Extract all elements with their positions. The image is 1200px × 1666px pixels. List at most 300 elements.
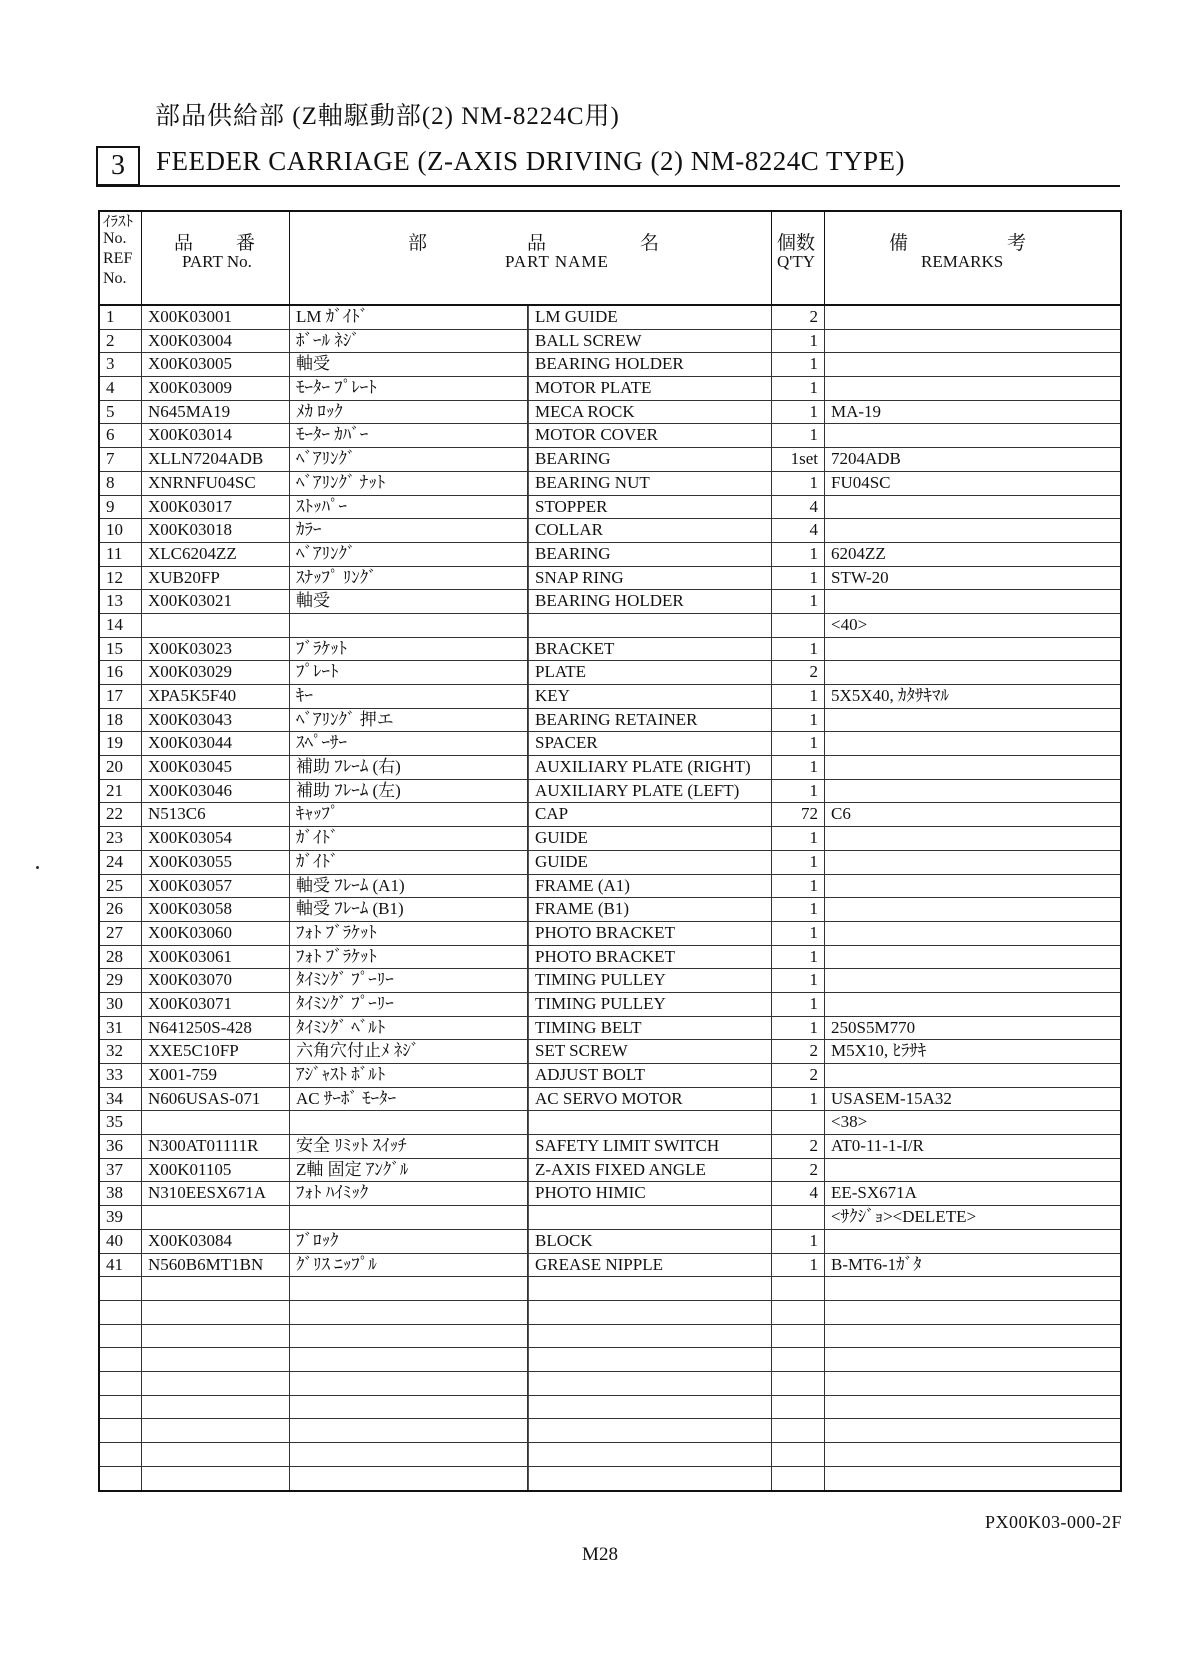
ref-cell: 26 (100, 898, 142, 921)
ref-cell: 10 (100, 519, 142, 542)
header-part-no-en: PART No. (182, 252, 252, 271)
part-name-en-cell (528, 1419, 772, 1442)
part-name-en-cell: TIMING PULLEY (528, 969, 772, 992)
qty-cell (772, 1419, 825, 1442)
part-name-en-cell: BEARING (528, 448, 772, 471)
part-name-en-cell: ADJUST BOLT (528, 1064, 772, 1087)
ref-cell: 27 (100, 922, 142, 945)
remarks-cell: 5X5X40, ｶﾀｻｷﾏﾙ (831, 686, 950, 705)
part-name-jp-cell: ﾌｫﾄ ﾊｲﾐｯｸ (290, 1182, 528, 1205)
remarks-cell (825, 1277, 1120, 1300)
table-row (100, 1348, 1120, 1372)
remarks-cell (825, 519, 1120, 542)
part-name-en-cell: FRAME (A1) (528, 875, 772, 898)
qty-cell: 1 (772, 946, 825, 969)
remarks-cell: 7204ADB (831, 449, 901, 469)
part-name-jp-cell: ｽﾅｯﾌﾟ ﾘﾝｸﾞ (290, 567, 528, 590)
ref-cell: 14 (100, 614, 142, 637)
table-row (100, 330, 1120, 354)
part-no-cell: N606USAS-071 (142, 1088, 290, 1111)
page-number: M28 (582, 1544, 618, 1565)
qty-cell: 1 (772, 827, 825, 850)
qty-cell: 1 (772, 922, 825, 945)
ref-cell: 30 (100, 993, 142, 1016)
remarks-cell (825, 377, 1120, 400)
part-no-cell: X00K03046 (142, 780, 290, 803)
part-name-en-cell: LM GUIDE (528, 306, 772, 329)
ref-cell: 22 (100, 803, 142, 826)
part-no-cell: XNRNFU04SC (142, 472, 290, 495)
qty-cell: 1 (772, 590, 825, 613)
ref-cell: 5 (100, 401, 142, 424)
remarks-cell: EE-SX671A (831, 1183, 917, 1203)
part-name-jp-cell (290, 1467, 528, 1491)
header-ref-en: REF (103, 250, 133, 267)
ref-cell: 29 (100, 969, 142, 992)
remarks-cell: MA-19 (831, 401, 882, 421)
part-no-cell: X00K03001 (142, 306, 290, 329)
table-row (100, 1277, 1120, 1301)
table-row (100, 614, 1120, 638)
part-no-cell (142, 1396, 290, 1419)
qty-cell (772, 1111, 825, 1134)
ref-cell: 17 (100, 685, 142, 708)
part-no-cell (142, 1277, 290, 1300)
part-no-cell: X00K03021 (142, 590, 290, 613)
part-name-en-cell: FRAME (B1) (528, 898, 772, 921)
qty-cell: 2 (772, 1064, 825, 1087)
qty-cell (772, 1467, 825, 1491)
part-name-en-cell: TIMING PULLEY (528, 993, 772, 1016)
part-name-jp-cell (290, 1325, 528, 1348)
remarks-cell (825, 306, 1120, 329)
ref-cell: 33 (100, 1064, 142, 1087)
remarks-cell (825, 1396, 1120, 1419)
remarks-cell: C6 (831, 804, 851, 824)
remarks-cell (825, 1325, 1120, 1348)
header-part-no-cell (142, 212, 290, 304)
remarks-cell (825, 898, 1120, 921)
part-no-cell: N560B6MT1BN (142, 1254, 290, 1277)
header-part-name-cell (290, 212, 772, 304)
part-name-en-cell: GUIDE (528, 827, 772, 850)
remarks-cell (825, 946, 1120, 969)
table-row (100, 306, 1120, 330)
remarks-cell (825, 330, 1120, 353)
qty-cell: 1 (772, 969, 825, 992)
header-ref-no2: No. (103, 270, 127, 287)
part-no-cell: X00K03071 (142, 993, 290, 1016)
remarks-cell: 6204ZZ (831, 543, 886, 563)
part-no-cell: X00K03029 (142, 661, 290, 684)
part-no-cell: X00K03084 (142, 1230, 290, 1253)
part-name-jp-cell: ｷｰ (290, 685, 528, 708)
ref-cell (100, 1301, 142, 1324)
part-no-cell: XXE5C10FP (142, 1040, 290, 1063)
part-name-en-cell (528, 1372, 772, 1395)
part-no-cell (142, 1301, 290, 1324)
ref-cell: 6 (100, 424, 142, 447)
part-name-jp-cell (290, 1419, 528, 1442)
part-name-en-cell: BEARING (528, 543, 772, 566)
ref-cell: 16 (100, 661, 142, 684)
part-name-jp-cell: ｶﾞｲﾄﾞ (290, 827, 528, 850)
ref-cell: 13 (100, 590, 142, 613)
part-name-jp-cell (290, 1396, 528, 1419)
part-name-jp-cell: ｶﾗｰ (290, 519, 528, 542)
remarks-cell (825, 1467, 1120, 1491)
title-japanese: 部品供給部 (Z軸駆動部(2) NM-8224C用) (155, 103, 620, 130)
table-row (100, 1325, 1120, 1349)
remarks-cell (825, 638, 1120, 661)
header-part-name-jp-2: 品 (527, 233, 547, 254)
qty-cell: 1set (772, 448, 825, 471)
part-no-cell: XLLN7204ADB (142, 448, 290, 471)
ref-cell: 12 (100, 567, 142, 590)
header-remarks-en: REMARKS (921, 252, 1004, 271)
table-row (100, 898, 1120, 922)
remarks-cell (825, 1064, 1120, 1087)
header-qty-jp: 個数 (777, 233, 816, 254)
part-name-jp-cell: 安全 ﾘﾐｯﾄ ｽｲｯﾁ (290, 1135, 528, 1158)
part-name-jp-cell: ﾌｫﾄ ﾌﾞﾗｹｯﾄ (290, 946, 528, 969)
part-name-en-cell (528, 1443, 772, 1466)
part-name-en-cell: COLLAR (528, 519, 772, 542)
header-part-name-jp-1: 部 (408, 233, 428, 254)
qty-cell: 1 (772, 1017, 825, 1040)
title-english: FEEDER CARRIAGE (Z-AXIS DRIVING (2) NM-8224C TYPE) (156, 146, 905, 176)
qty-cell: 1 (772, 993, 825, 1016)
part-name-en-cell: BEARING HOLDER (528, 353, 772, 376)
qty-cell: 4 (772, 496, 825, 519)
table-row (100, 756, 1120, 780)
part-name-en-cell (528, 614, 772, 637)
part-name-jp-cell: ｶﾞｲﾄﾞ (290, 851, 528, 874)
part-no-cell (142, 1443, 290, 1466)
qty-cell: 1 (772, 330, 825, 353)
ref-cell: 28 (100, 946, 142, 969)
part-no-cell: X00K03057 (142, 875, 290, 898)
remarks-cell: B-MT6-1ｶﾞﾀ (831, 1254, 922, 1274)
table-row (100, 1206, 1120, 1230)
part-no-cell (142, 1348, 290, 1371)
part-name-jp-cell: ｱｼﾞｬｽﾄ ﾎﾞﾙﾄ (290, 1064, 528, 1087)
ref-cell: 19 (100, 732, 142, 755)
title-underline (96, 185, 1120, 187)
stray-dot (36, 866, 39, 869)
ref-cell: 25 (100, 875, 142, 898)
part-no-cell: X00K03045 (142, 756, 290, 779)
qty-cell (772, 1277, 825, 1300)
table-row (100, 827, 1120, 851)
part-name-jp-cell (290, 1443, 528, 1466)
table-header (100, 212, 1120, 306)
part-name-en-cell: STOPPER (528, 496, 772, 519)
qty-cell: 1 (772, 472, 825, 495)
ref-cell: 15 (100, 638, 142, 661)
part-no-cell: N300AT01111R (142, 1135, 290, 1158)
part-name-en-cell: MOTOR PLATE (528, 377, 772, 400)
qty-cell: 1 (772, 898, 825, 921)
table-row (100, 448, 1120, 472)
qty-cell: 2 (772, 306, 825, 329)
remarks-cell (825, 851, 1120, 874)
remarks-cell: <ｻｸｼﾞｮ><DELETE> (831, 1207, 977, 1227)
header-remarks-cell (825, 212, 1120, 304)
ref-cell: 3 (100, 353, 142, 376)
part-name-jp-cell: ﾒｶ ﾛｯｸ (290, 401, 528, 424)
part-name-jp-cell (290, 1111, 528, 1134)
table-row (100, 946, 1120, 970)
remarks-cell (825, 827, 1120, 850)
table-row (100, 1088, 1120, 1112)
table-row (100, 1064, 1120, 1088)
remarks-cell (825, 922, 1120, 945)
qty-cell: 2 (772, 1159, 825, 1182)
part-name-jp-cell: 補助 ﾌﾚｰﾑ (右) (290, 756, 528, 779)
table-row (100, 1419, 1120, 1443)
table-row (100, 1467, 1120, 1491)
qty-cell (772, 1443, 825, 1466)
qty-cell: 1 (772, 756, 825, 779)
ref-cell (100, 1277, 142, 1300)
part-name-jp-cell: 軸受 (290, 590, 528, 613)
part-no-cell (142, 1372, 290, 1395)
part-name-jp-cell: ﾓｰﾀｰ ﾌﾟﾚｰﾄ (290, 377, 528, 400)
part-name-jp-cell: ﾀｲﾐﾝｸﾞ ﾌﾟｰﾘｰ (290, 969, 528, 992)
remarks-cell: M5X10, ﾋﾗｻｷ (831, 1041, 927, 1061)
table-row (100, 401, 1120, 425)
part-name-jp-cell: ﾍﾞｱﾘﾝｸﾞ (290, 448, 528, 471)
header-qty-cell (772, 212, 825, 304)
part-name-jp-cell (290, 1277, 528, 1300)
part-name-jp-cell (290, 1372, 528, 1395)
remarks-cell: 250S5M770 (831, 1017, 916, 1037)
ref-cell: 11 (100, 543, 142, 566)
part-no-cell: X00K03004 (142, 330, 290, 353)
qty-cell: 1 (772, 567, 825, 590)
ref-cell: 2 (100, 330, 142, 353)
ref-cell (100, 1325, 142, 1348)
table-row (100, 709, 1120, 733)
ref-cell (100, 1396, 142, 1419)
qty-cell: 2 (772, 661, 825, 684)
part-name-en-cell: BEARING RETAINER (528, 709, 772, 732)
header-part-name-jp-3: 名 (640, 233, 660, 254)
qty-cell: 2 (772, 1135, 825, 1158)
part-name-en-cell: MOTOR COVER (528, 424, 772, 447)
section-number-box: 3 (96, 146, 140, 186)
part-no-cell (142, 1206, 290, 1229)
part-name-en-cell: BEARING HOLDER (528, 590, 772, 613)
part-name-jp-cell: 補助 ﾌﾚｰﾑ (左) (290, 780, 528, 803)
ref-cell: 8 (100, 472, 142, 495)
ref-cell: 35 (100, 1111, 142, 1134)
part-name-jp-cell: ｽﾄｯﾊﾟｰ (290, 496, 528, 519)
table-body (100, 306, 1120, 1490)
part-name-en-cell: Z-AXIS FIXED ANGLE (528, 1159, 772, 1182)
ref-cell: 20 (100, 756, 142, 779)
part-name-en-cell: PHOTO BRACKET (528, 922, 772, 945)
part-name-en-cell: BLOCK (528, 1230, 772, 1253)
table-row (100, 1040, 1120, 1064)
part-name-jp-cell: LM ｶﾞｲﾄﾞ (290, 306, 528, 329)
part-no-cell (142, 614, 290, 637)
remarks-cell (825, 1443, 1120, 1466)
remarks-cell (825, 993, 1120, 1016)
part-no-cell: X00K03043 (142, 709, 290, 732)
header-ref-cell (100, 212, 142, 304)
part-no-cell: X00K03044 (142, 732, 290, 755)
ref-cell: 21 (100, 780, 142, 803)
remarks-cell (825, 732, 1120, 755)
part-name-jp-cell: 軸受 ﾌﾚｰﾑ (B1) (290, 898, 528, 921)
qty-cell (772, 1301, 825, 1324)
remarks-cell (825, 756, 1120, 779)
part-name-jp-cell (290, 1301, 528, 1324)
table-row (100, 377, 1120, 401)
qty-cell (772, 614, 825, 637)
table-row (100, 543, 1120, 567)
qty-cell (772, 1206, 825, 1229)
header-qty-en: Q'TY (777, 252, 816, 271)
table-row (100, 1111, 1120, 1135)
qty-cell: 1 (772, 1230, 825, 1253)
table-row (100, 353, 1120, 377)
ref-cell: 40 (100, 1230, 142, 1253)
part-name-jp-cell: ｸﾞﾘｽ ﾆｯﾌﾟﾙ (290, 1254, 528, 1277)
part-name-en-cell: CAP (528, 803, 772, 826)
part-name-jp-cell: ﾀｲﾐﾝｸﾞ ﾌﾟｰﾘｰ (290, 993, 528, 1016)
remarks-cell (825, 1372, 1120, 1395)
table-row (100, 685, 1120, 709)
part-name-en-cell: PHOTO BRACKET (528, 946, 772, 969)
remarks-cell (825, 661, 1120, 684)
remarks-cell (825, 875, 1120, 898)
parts-table (98, 210, 1122, 1492)
ref-cell: 18 (100, 709, 142, 732)
remarks-cell (825, 969, 1120, 992)
table-row (100, 661, 1120, 685)
ref-cell: 24 (100, 851, 142, 874)
part-name-en-cell (528, 1277, 772, 1300)
part-name-en-cell: AUXILIARY PLATE (LEFT) (528, 780, 772, 803)
qty-cell (772, 1372, 825, 1395)
qty-cell: 1 (772, 780, 825, 803)
part-no-cell: X00K03017 (142, 496, 290, 519)
part-name-jp-cell: Z軸 固定 ｱﾝｸﾞﾙ (290, 1159, 528, 1182)
part-name-en-cell: SET SCREW (528, 1040, 772, 1063)
part-name-en-cell: BEARING NUT (528, 472, 772, 495)
table-row (100, 969, 1120, 993)
part-name-en-cell: BALL SCREW (528, 330, 772, 353)
qty-cell (772, 1396, 825, 1419)
qty-cell: 4 (772, 519, 825, 542)
ref-cell: 23 (100, 827, 142, 850)
part-name-jp-cell: 軸受 (290, 353, 528, 376)
ref-cell (100, 1419, 142, 1442)
header-ref-no: No. (103, 230, 127, 247)
remarks-cell (825, 780, 1120, 803)
part-no-cell: X00K03018 (142, 519, 290, 542)
qty-cell: 1 (772, 1088, 825, 1111)
table-row (100, 1182, 1120, 1206)
part-name-jp-cell: ﾀｲﾐﾝｸﾞ ﾍﾞﾙﾄ (290, 1017, 528, 1040)
remarks-cell: STW-20 (831, 567, 889, 587)
part-name-jp-cell: ﾍﾞｱﾘﾝｸﾞ 押エ (290, 709, 528, 732)
part-name-en-cell: AUXILIARY PLATE (RIGHT) (528, 756, 772, 779)
qty-cell: 1 (772, 732, 825, 755)
remarks-cell: USASEM-15A32 (831, 1088, 952, 1108)
part-name-jp-cell: ﾍﾞｱﾘﾝｸﾞ ﾅｯﾄ (290, 472, 528, 495)
qty-cell: 1 (772, 851, 825, 874)
part-name-en-cell: TIMING BELT (528, 1017, 772, 1040)
table-row (100, 590, 1120, 614)
qty-cell: 1 (772, 543, 825, 566)
part-no-cell: X00K03023 (142, 638, 290, 661)
part-name-jp-cell: ﾌﾞﾛｯｸ (290, 1230, 528, 1253)
part-name-en-cell: SNAP RING (528, 567, 772, 590)
part-name-jp-cell (290, 1206, 528, 1229)
part-no-cell: N513C6 (142, 803, 290, 826)
part-no-cell: XUB20FP (142, 567, 290, 590)
table-row (100, 472, 1120, 496)
remarks-cell: AT0-11-1-I/R (831, 1136, 924, 1156)
remarks-cell (825, 1301, 1120, 1324)
qty-cell: 1 (772, 638, 825, 661)
ref-cell (100, 1372, 142, 1395)
part-no-cell: X00K03058 (142, 898, 290, 921)
table-row (100, 875, 1120, 899)
ref-cell: 32 (100, 1040, 142, 1063)
ref-cell: 41 (100, 1254, 142, 1277)
remarks-cell: <40> (831, 614, 868, 634)
part-name-en-cell (528, 1325, 772, 1348)
part-name-en-cell: PLATE (528, 661, 772, 684)
part-no-cell: N641250S-428 (142, 1017, 290, 1040)
qty-cell: 1 (772, 875, 825, 898)
ref-cell: 37 (100, 1159, 142, 1182)
qty-cell: 1 (772, 424, 825, 447)
remarks-cell (825, 496, 1120, 519)
part-no-cell: X00K03054 (142, 827, 290, 850)
remarks-cell (825, 590, 1120, 613)
table-row (100, 1254, 1120, 1278)
table-row (100, 1017, 1120, 1041)
table-row (100, 424, 1120, 448)
ref-cell: 4 (100, 377, 142, 400)
part-name-en-cell (528, 1111, 772, 1134)
remarks-cell: <38> (831, 1112, 868, 1132)
ref-cell: 31 (100, 1017, 142, 1040)
ref-cell (100, 1467, 142, 1491)
part-name-jp-cell: ｷｬｯﾌﾟ (290, 803, 528, 826)
part-no-cell: XLC6204ZZ (142, 543, 290, 566)
part-name-jp-cell: 軸受 ﾌﾚｰﾑ (A1) (290, 875, 528, 898)
document-code: PX00K03-000-2F (984, 1512, 1122, 1532)
part-no-cell: N310EESX671A (142, 1182, 290, 1205)
part-name-en-cell: SPACER (528, 732, 772, 755)
ref-cell: 1 (100, 306, 142, 329)
part-no-cell: X00K01105 (142, 1159, 290, 1182)
part-name-jp-cell: ﾌﾞﾗｹｯﾄ (290, 638, 528, 661)
qty-cell: 1 (772, 401, 825, 424)
qty-cell: 1 (772, 1254, 825, 1277)
table-row (100, 1372, 1120, 1396)
header-remarks-jp: 備 考 (889, 233, 1067, 254)
ref-cell: 34 (100, 1088, 142, 1111)
table-row (100, 1396, 1120, 1420)
